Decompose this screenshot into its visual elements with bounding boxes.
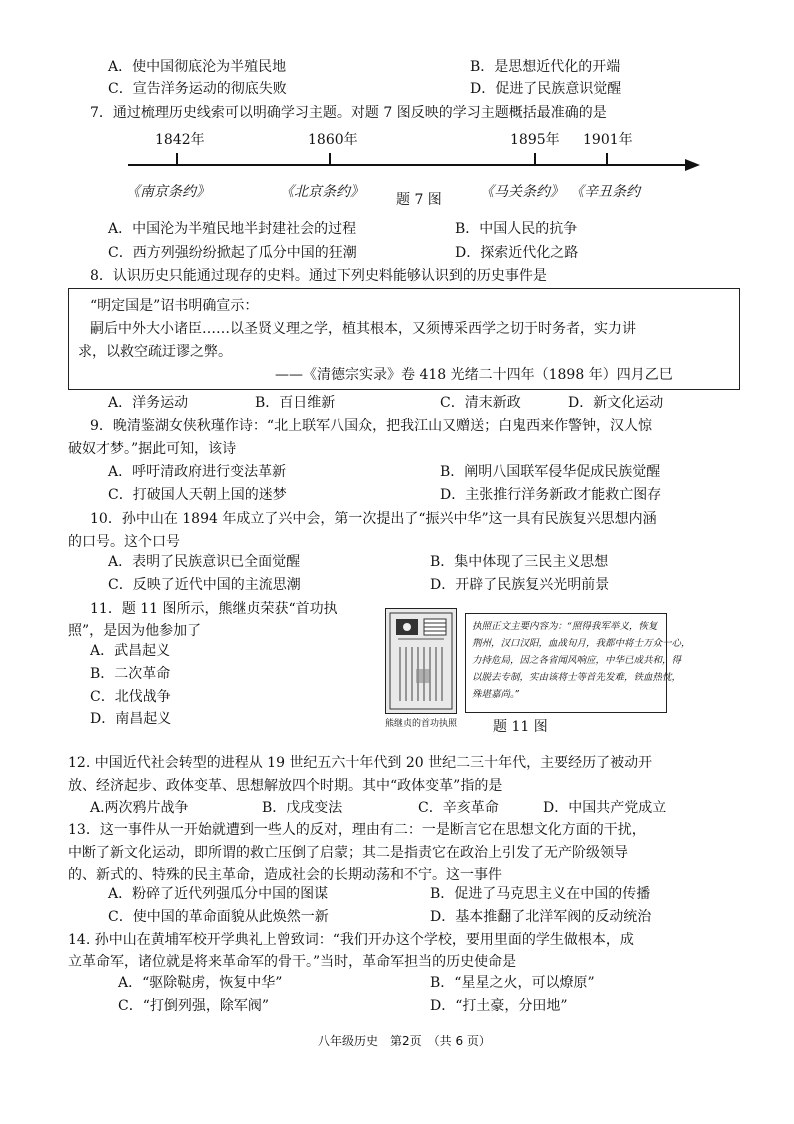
timeline-year-1901: 1901年 xyxy=(583,132,633,148)
q12-option-d: D．中国共产党成立 xyxy=(543,800,667,816)
q10-option-b: B．集中体现了三民主义思想 xyxy=(430,554,609,570)
page-footer: 八年级历史 第2页 （共 6 页） xyxy=(318,1034,491,1048)
q11-stem-line2: 照”，是因为他参加了 xyxy=(68,623,202,639)
q14-stem-line1: 14. 孙中山在黄埔军校开学典礼上曾致词：“我们开办这个学校，要用里面的学生做根本，成 xyxy=(68,932,634,948)
q8-option-d: D．新文化运动 xyxy=(568,395,664,411)
q13-stem-line3: 的、新式的、特殊的民主革命，造成社会的长期动荡和不宁。这一事件 xyxy=(68,867,502,883)
q14-option-c: C．“打倒列强，除军阀” xyxy=(118,998,270,1014)
certificate-caption: 熊继贞的首功执照 xyxy=(385,719,458,729)
q8-quote-line2: 嗣后中外大小诸臣……以圣贤义理之学，植其根本，又须博采西学之切于时务者，实力讲 xyxy=(90,321,636,337)
q9-option-b: B．阐明八国联军侵华促成民族觉醒 xyxy=(440,464,661,480)
timeline-treaty-nanjing: 《南京条约》 xyxy=(126,184,210,200)
timeline-treaty-beijing: 《北京条约》 xyxy=(280,184,364,200)
q12-stem-line1: 12. 中国近代社会转型的进程从 19 世纪五六十年代到 20 世纪二三十年代，主要经历了被动开 xyxy=(68,755,653,771)
q10-option-a: A．表明了民族意识已全面觉醒 xyxy=(108,554,301,570)
q13-option-b: B．促进了马克思主义在中国的传播 xyxy=(430,886,651,902)
q9-stem-line1: 9．晚清鉴湖女侠秋瑾作诗：“北上联军八国众，把我江山又赠送；白鬼西来作警钟，汉人惊 xyxy=(90,418,653,434)
q7-option-b: B．中国人民的抗争 xyxy=(455,221,578,237)
q10-stem-line1: 10．孙中山在 1894 年成立了兴中会，第一次提出了“振兴中华”这一具有民族复兴思想内涵 xyxy=(90,511,657,527)
q14-stem-line2: 立革命军，诸位就是将来革命军的骨干。”当时，革命军担当的历史使命是 xyxy=(68,954,517,970)
q9-option-a: A．呼吁清政府进行变法革新 xyxy=(108,464,287,480)
timeline-caption: 题 7 图 xyxy=(396,192,442,208)
q12-stem-line2: 放、经济起步、政体变革、思想解放四个时期。其中“政体变革”指的是 xyxy=(68,778,503,794)
q10-stem-line2: 的口号。这个口号 xyxy=(68,534,180,550)
q6-option-b: B．是思想近代化的开端 xyxy=(470,59,621,75)
q7-option-d: D．探索近代化之路 xyxy=(455,245,579,261)
q12-option-c: C．辛亥革命 xyxy=(418,800,499,816)
q11-quote-line2: 荆州，汉口汉阳，血战旬月，我都中将士万众一心， xyxy=(472,638,691,649)
q13-stem-line1: 13．这一事件从一开始就遭到一些人的反对，理由有二：一是断言它在思想文化方面的干扰， xyxy=(68,822,646,838)
q6-option-d: D．促进了民族意识觉醒 xyxy=(470,81,622,97)
q11-stem-line1: 11．题 11 图所示，熊继贞荣获“首功执 xyxy=(90,601,338,617)
q8-option-a: A．洋务运动 xyxy=(108,395,189,411)
q11-caption: 题 11 图 xyxy=(493,719,548,735)
q9-option-c: C．打破国人天朝上国的迷梦 xyxy=(108,487,287,503)
q11-quote-line3: 力持危局，因之各省闻风响应，中华已成共和，得 xyxy=(472,655,682,666)
q11-quote-line4: 以脱去专制，实由该将士等首先发难，铁血热忱， xyxy=(472,672,682,683)
q8-quote-line3: 求，以救空疏迂谬之弊。 xyxy=(78,344,232,360)
q13-option-c: C．使中国的革命面貌从此焕然一新 xyxy=(108,909,329,925)
timeline-year-1842: 1842年 xyxy=(155,132,205,148)
q14-option-d: D．“打土豪，分田地” xyxy=(430,998,568,1014)
q7-option-c: C．西方列强纷纷掀起了瓜分中国的狂潮 xyxy=(108,245,357,261)
q11-option-c: C．北伐战争 xyxy=(90,689,171,705)
q7-stem: 7．通过梳理历史线索可以明确学习主题。对题 7 图反映的学习主题概括最准确的是 xyxy=(90,105,607,121)
q8-stem: 8．认识历史只能通过现存的史料。通过下列史料能够认识到的历史事件是 xyxy=(90,268,547,284)
q9-stem-line2: 破奴才梦。”据此可知，该诗 xyxy=(68,441,237,457)
q13-option-a: A．粉碎了近代列强瓜分中国的图谋 xyxy=(108,886,329,902)
q9-option-d: D．主张推行洋务新政才能救亡图存 xyxy=(440,487,662,503)
q11-option-d: D．南昌起义 xyxy=(90,711,172,727)
q8-quote-source: ——《清德宗实录》卷 418 光绪二十四年（1898 年）四月乙巳 xyxy=(275,367,673,383)
timeline-treaty-xinchou: 《辛丑条约 xyxy=(570,184,640,200)
q6-option-a: A．使中国彻底沦为半殖民地 xyxy=(108,59,287,75)
q11-option-a: A．武昌起义 xyxy=(90,643,171,659)
q13-option-d: D．基本推翻了北洋军阀的反动统治 xyxy=(430,909,652,925)
q11-option-b: B．二次革命 xyxy=(90,666,171,682)
timeline-year-1860: 1860年 xyxy=(308,132,358,148)
q12-option-a: A.两次鸦片战争 xyxy=(90,800,189,816)
certificate-drawing xyxy=(386,609,456,713)
q10-option-d: D．开辟了民族复兴光明前景 xyxy=(430,577,610,593)
timeline-treaty-maguan: 《马关条约》 xyxy=(480,184,564,200)
q14-option-b: B．“星星之火，可以燎原” xyxy=(430,975,595,991)
q11-quote-line1: 执照正文主要内容为：“照得我军举义，恢复 xyxy=(472,621,658,632)
q8-option-b: B．百日维新 xyxy=(255,395,336,411)
timeline-year-1895: 1895年 xyxy=(510,132,560,148)
q8-option-c: C．清末新政 xyxy=(440,395,521,411)
q14-option-a: A．“驱除鞑虏，恢复中华” xyxy=(118,975,283,991)
q11-quote-line5: 殊堪嘉尚。” xyxy=(472,689,520,700)
q6-option-c: C．宣告洋务运动的彻底失败 xyxy=(108,81,287,97)
q13-stem-line2: 中断了新文化运动，即所谓的救亡压倒了启蒙；其二是指责它在政治上引发了无产阶级领导 xyxy=(68,845,628,861)
q7-option-a: A．中国沦为半殖民地半封建社会的过程 xyxy=(108,221,357,237)
q12-option-b: B．戊戌变法 xyxy=(262,800,343,816)
q8-quote-line1: “明定国是”诏书明确宣示： xyxy=(90,298,259,314)
certificate-image xyxy=(385,608,457,714)
q7-timeline xyxy=(120,125,705,215)
q10-option-c: C．反映了近代中国的主流思潮 xyxy=(108,577,301,593)
